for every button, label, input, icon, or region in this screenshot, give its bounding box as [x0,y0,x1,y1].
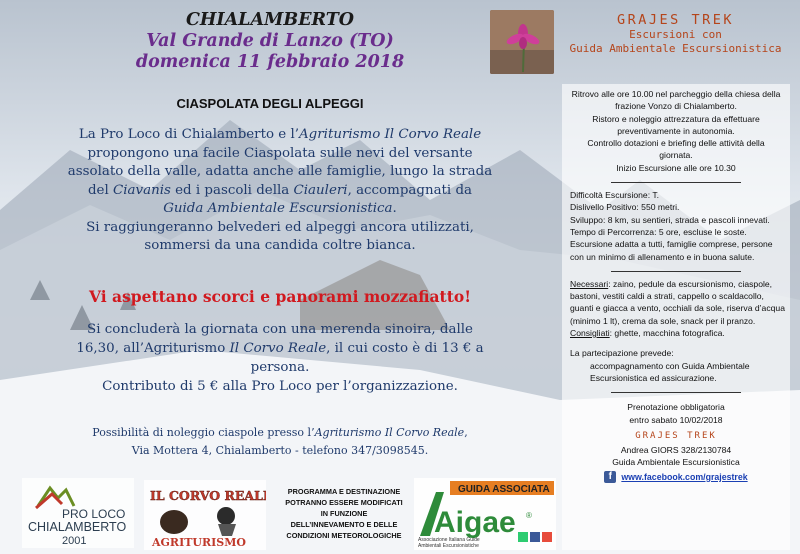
event-location: Val Grande di Lanzo (TO) [146,31,394,51]
flyer-header [120,10,420,73]
difficulty-line: Tempo di Percorrenza: 5 ore, escluse le soste. [570,226,747,237]
place-ciavanis: Ciavanis [113,182,171,198]
advised-label: Consigliati [570,328,610,339]
notice-line: POTRANNO ESSERE MODIFICATI [285,498,403,507]
meeting-line: preventivamente in autonomia. [617,125,735,136]
flower-photo [490,10,554,74]
event-date: domenica 11 febbraio 2018 [135,52,405,72]
intro-text: del [87,182,114,198]
corvo-reale-icon [144,480,266,550]
closing-text: , il cui costo è di 13 € a [326,341,484,356]
difficulty-line: Escursione adatta a tutti, famiglie comprese, persone [570,239,773,250]
notice-line: IN FUNZIONE [320,509,368,518]
highlight-tagline: Vi aspettano scorci e panorami mozzafiatto! [88,287,472,306]
meeting-line: giornata. [659,150,693,161]
difficulty-line: Difficoltà Escursione: T. [570,190,659,201]
equipment-line: : zaino, pedule da escursionismo, ciaspole, [608,278,773,289]
participation-heading: La partecipazione prevede: [570,348,674,359]
intro-text: Si raggiungeranno belvederi ed alpeggi ancora utilizzati, [86,219,474,235]
facebook-link[interactable]: www.facebook.com/grajestrek [621,471,748,482]
divider [611,182,741,183]
agriturismo-name: Il Corvo Reale [229,341,327,356]
contact-info [562,399,790,483]
brand-subtitle: Escursioni con [629,28,722,41]
proloco-town: CHIALAMBERTO [28,520,127,534]
participation-line: accompagnamento con Guida Ambientale [590,360,750,371]
advised-line: : ghette, macchina fotografica. [609,328,725,339]
needed-label: Necessari [570,278,609,289]
equipment-info [562,278,790,339]
brand-subtitle: Guida Ambientale Escursionistica [569,42,782,55]
notice-line: CONDIZIONI METEOROLOGICHE [286,531,402,540]
guide-title: Guida Ambientale Escursionistica [163,201,393,216]
difficulty-line: Sviluppo: 8 km, su sentieri, strada e pascoli innevati. [570,214,770,225]
meeting-info [562,84,790,174]
agriturismo-name: Agriturismo Il Corvo Reale [314,426,465,439]
closing-text: Si concluderà la giornata con una merenda sinoira, dalle [87,322,473,337]
equipment-line: (minimo 1 lt), crema da sole, snack per il pranzo. [570,315,756,326]
flower-icon [490,10,554,74]
proloco-year: 2001 [62,535,87,547]
difficulty-line: con un minimo di allenamento e in buona salute. [570,251,755,262]
closing-text: persona. [250,360,310,375]
grajes-trek-brand [558,12,793,56]
intro-text: . [392,201,397,216]
aigae-registered: ® [526,511,532,520]
aigae-banner: GUIDA ASSOCIATA [458,484,550,495]
proloco-logo [22,478,134,548]
proloco-name: PRO LOCO [62,507,126,521]
notice-line: DELL’INNEVAMENTO E DELLE [290,520,398,529]
organizer-name: CHIALAMBERTO [185,10,355,30]
contact-brand: GRAJES TREK [635,430,717,441]
change-notice [278,486,410,541]
intro-text: propongono una facile Ciaspolata sulle nevi del versante [87,145,473,161]
agriturismo-name: Agriturismo Il Corvo Reale [299,127,482,142]
notice-line: PROGRAMMA E DESTINAZIONE [287,487,401,496]
aigae-wordmark: Aigae [434,506,516,539]
meeting-line: frazione Vonzo di Chialamberto. [615,101,737,112]
rental-info [20,424,540,460]
intro-text: ed i pascoli della [170,182,294,198]
rental-text: , [464,426,468,439]
difficulty-line: Dislivello Positivo: 550 metri. [570,202,680,213]
aigae-sub: Ambientali Escursionistiche [418,543,479,549]
equipment-line: guanti e giacca a vento, occhiali da sole, riserva d’acqua [570,303,785,314]
intro-text: assolato della valle, adatta anche alle famiglie, lungo la strada [67,164,493,179]
intro-paragraph [20,126,540,256]
meeting-line: Inizio Escursione alle ore 10.30 [616,162,736,173]
info-panel [562,84,790,550]
booking-line: Prenotazione obbligatoria [627,402,725,413]
contribution-text: Contributo di 5 € alla Pro Loco per l’organizzazione. [102,379,458,394]
brand-name: GRAJES TREK [617,12,734,28]
meeting-line: Ristoro e noleggio attrezzatura da effettuare [592,113,760,124]
facebook-icon: f [604,471,616,483]
intro-text: La Pro Loco di Chialamberto e l’ [78,127,300,142]
aigae-icon [414,478,556,550]
corvo-reale-logo [144,480,266,550]
rental-text: Possibilità di noleggio ciaspole presso l’ [92,426,315,439]
aigae-logo [414,478,556,550]
booking-line: entro sabato 10/02/2018 [629,414,723,425]
closing-text: 16,30, all’Agriturismo [76,341,230,356]
facebook-row [566,471,786,483]
closing-paragraph [20,320,540,396]
intro-text: sommersi da una candida coltre bianca. [144,238,416,253]
equipment-line: bastoni, vestiti caldi a strati, cappello o scaldacollo, [570,291,764,302]
contact-role: Guida Ambientale Escursionistica [612,457,740,468]
difficulty-info [562,189,790,263]
corvo-name: IL CORVO REALE [150,488,266,503]
aigae-sub: Associazione Italiana Guide [418,537,480,543]
rental-address: Via Mottera 4, Chialamberto - telefono 347/3098545. [131,444,429,457]
proloco-mountain-icon [22,478,134,548]
intro-text: , accompagnati da [347,182,473,198]
event-title: CIASPOLATA DEGLI ALPEGGI [176,96,364,111]
contact-phone: Andrea GIORS 328/2130784 [620,445,732,456]
corvo-sub: AGRITURISMO [152,536,246,549]
divider [611,271,741,272]
meeting-line: Controllo dotazioni e briefing delle attività della [587,138,765,149]
place-ciauleri: Ciauleri [293,182,348,198]
participation-info [562,347,790,384]
divider [611,392,741,393]
meeting-line: Ritrovo alle ore 10.00 nel parcheggio della chiesa della [571,89,781,99]
participation-line: Escursionistica ed assicurazione. [590,372,717,383]
